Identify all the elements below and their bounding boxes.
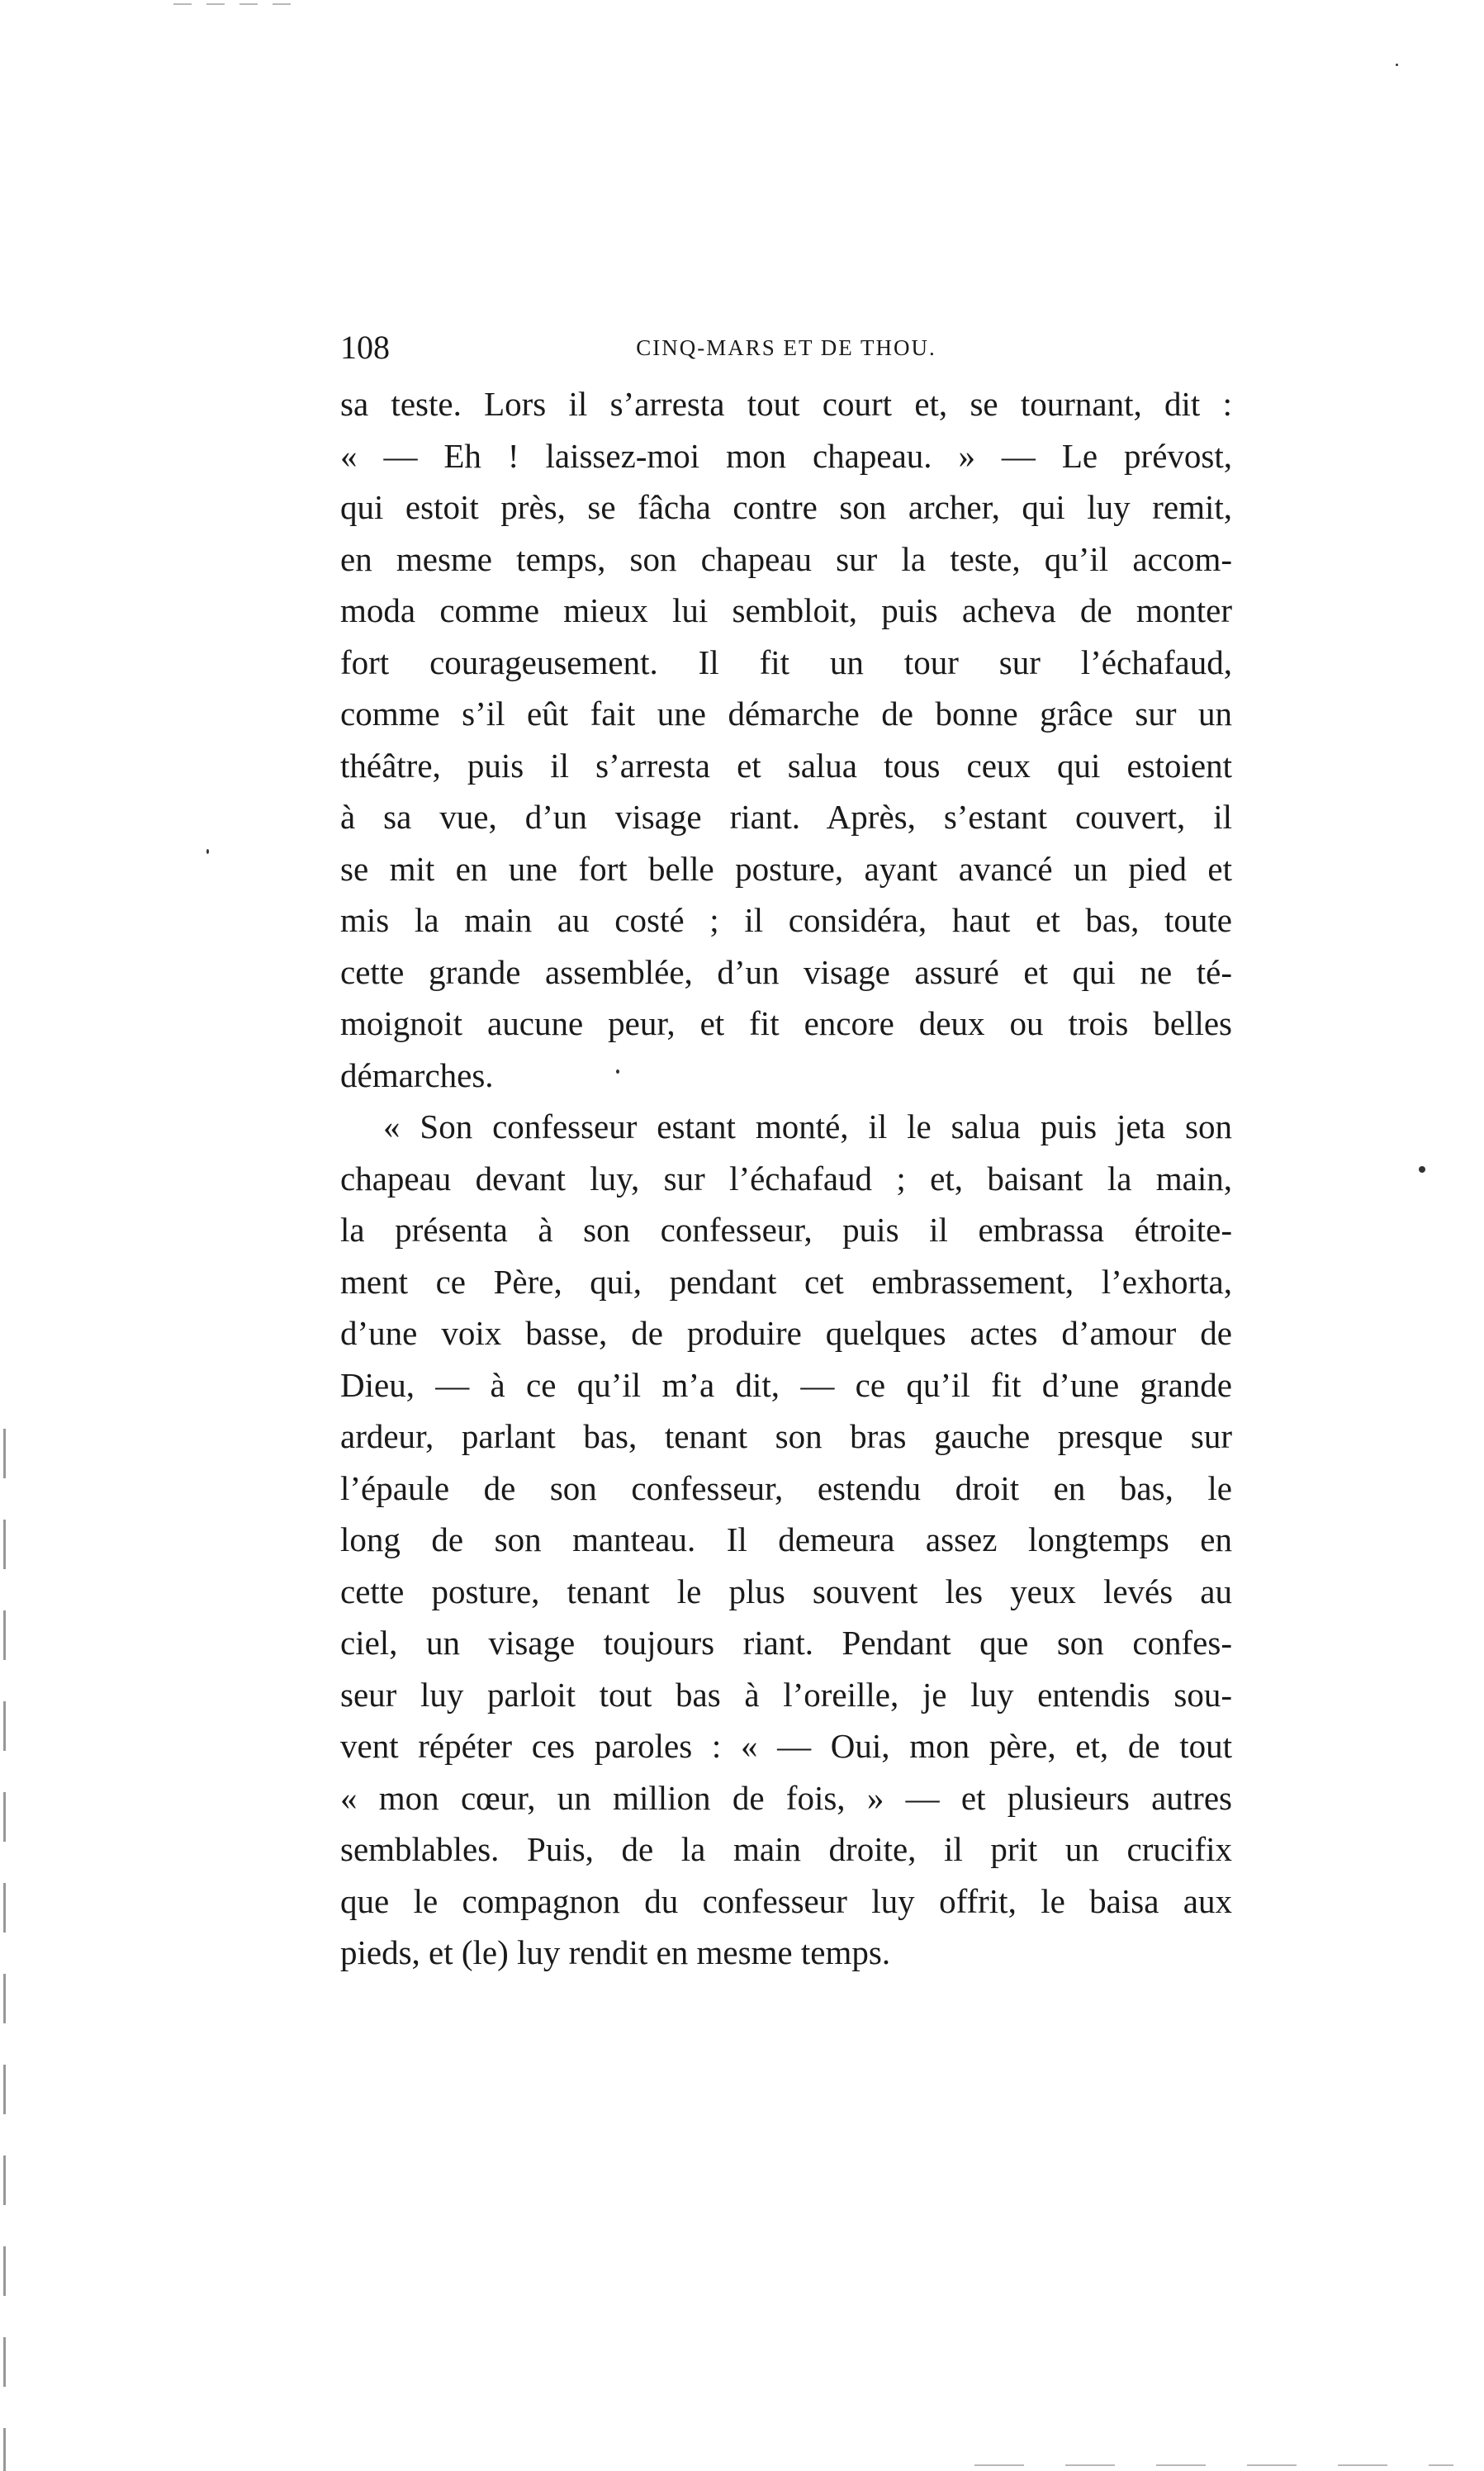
text-line: cette posture, tenant le plus souvent les yeux levés au [340,1572,1232,1610]
text-line: l’épaule de son confesseur, estendu droit en bas, le [340,1468,1232,1507]
text-line: seur luy parloit tout bas à l’oreille, je luy entendis sou- [340,1675,1232,1714]
scan-artifact-top [173,3,297,5]
text-line: en mesme temps, son chapeau sur la teste, qu’il accom- [340,539,1232,578]
text-line: « mon cœur, un million de fois, » — et plusieurs autres [340,1778,1232,1817]
ink-speck [206,849,209,854]
running-title: CINQ-MARS ET DE THOU. [636,335,936,360]
ink-speck [1396,64,1398,66]
text-line: moda comme mieux lui sembloit, puis acheva de monter [340,591,1232,629]
text-line: que le compagnon du confesseur luy offrit, le baisa aux [340,1881,1232,1920]
text-line: long de son manteau. Il demeura assez longtemps en [340,1520,1232,1558]
text-line: chapeau devant luy, sur l’échafaud ; et, baisant la main, [340,1159,1232,1198]
text-line: ment ce Père, qui, pendant cet embrassement, l’exhorta, [340,1262,1232,1301]
text-line: ardeur, parlant bas, tenant son bras gauche presque sur [340,1417,1232,1455]
text-line: « — Eh ! laissez-moi mon chapeau. » — Le prévost, [340,436,1232,475]
text-line: moignoit aucune peur, et fit encore deux ou trois belles [340,1004,1232,1042]
text-line: « Son confesseur estant monté, il le salua puis jeta son [383,1107,1232,1145]
text-line: semblables. Puis, de la main droite, il prit un crucifix [340,1830,1232,1868]
text-line: d’une voix basse, de produire quelques actes d’amour de [340,1314,1232,1352]
scan-artifact-bottom [974,2464,1453,2466]
text-line: démarches. [340,1055,494,1094]
text-line: ciel, un visage toujours riant. Pendant que son confes- [340,1624,1232,1662]
text-line: Dieu, — à ce qu’il m’a dit, — ce qu’il fit d’une grande [340,1365,1232,1404]
text-line: à sa vue, d’un visage riant. Après, s’estant couvert, il [340,798,1232,836]
text-line: mis la main au costé ; il considéra, haut et bas, toute [340,901,1232,939]
text-line: comme s’il eût fait une démarche de bonne grâce sur un [340,695,1232,733]
scan-artifact-left-edge [3,1429,6,2471]
text-line: se mit en une fort belle posture, ayant avancé un pied et [340,849,1232,888]
body-text [340,378,1232,1979]
page-number: 108 [340,329,390,366]
text-line: cette grande assemblée, d’un visage assuré et qui ne té- [340,952,1232,991]
text-line: sa teste. Lors il s’arresta tout court et, se tournant, dit : [340,385,1232,423]
text-line: pieds, et (le) luy rendit en mesme temps. [340,1933,891,1971]
text-line: théâtre, puis il s’arresta et salua tous ceux qui estoient [340,746,1232,785]
text-line: la présenta à son confesseur, puis il embrassa étroite- [340,1211,1232,1249]
text-line: fort courageusement. Il fit un tour sur l’échafaud, [340,643,1232,681]
text-line: vent répéter ces paroles : « — Oui, mon père, et, de tout [340,1727,1232,1765]
ink-speck [616,1070,619,1074]
text-line: qui estoit près, se fâcha contre son archer, qui luy remit, [340,488,1232,526]
page-header [340,325,1232,371]
ink-speck [1419,1166,1425,1173]
